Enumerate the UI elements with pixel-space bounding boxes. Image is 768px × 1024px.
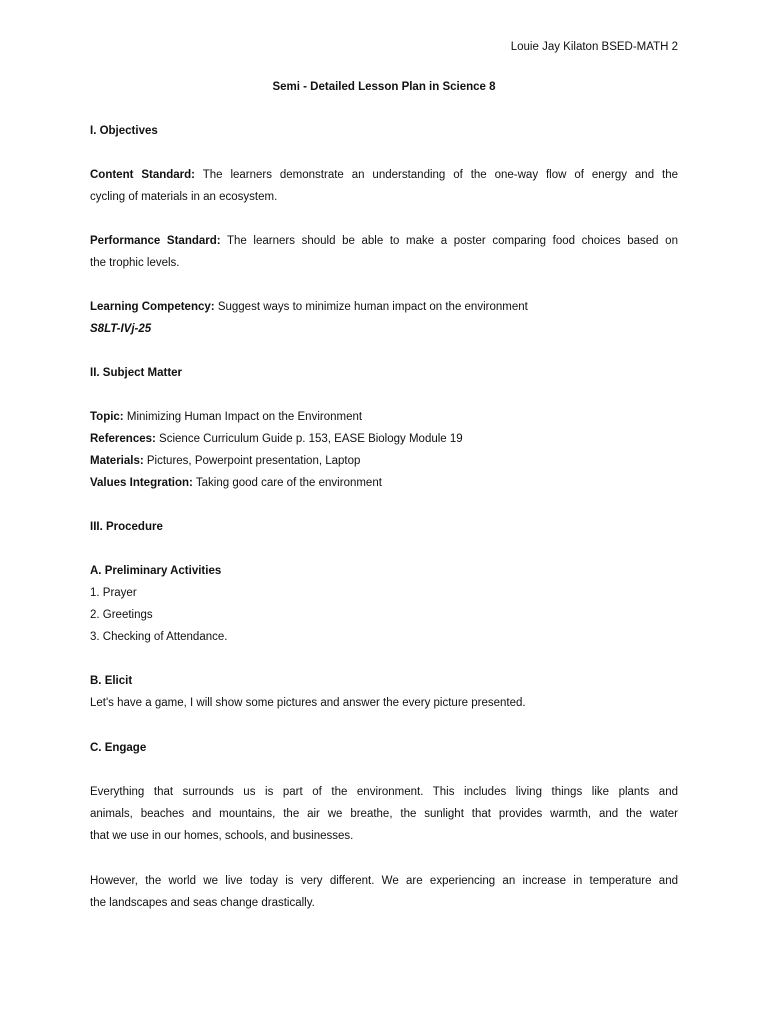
content-standard-label: Content Standard:: [90, 169, 196, 181]
preliminary-item-greetings: 2. Greetings: [90, 609, 153, 621]
values-integration-label: Values Integration:: [90, 477, 193, 489]
references-label: References:: [90, 433, 156, 445]
references-text: Science Curriculum Guide p. 153, EASE Biology Module 19: [159, 433, 463, 445]
content-standard-text-1: The learners demonstrate an understanding of the one-way flow of energy and the: [202, 169, 678, 181]
content-standard-line-1: [90, 168, 678, 182]
elicit-heading: B. Elicit: [90, 675, 133, 687]
materials-line: [90, 454, 678, 468]
engage-paragraph-1-line-1: Everything that surrounds us is part of the environment. This includes living things like plants and: [90, 786, 678, 798]
materials-text: Pictures, Powerpoint presentation, Laptop: [146, 455, 361, 467]
author-line: Louie Jay Kilaton BSED-MATH 2: [510, 41, 678, 53]
learning-competency-label: Learning Competency:: [90, 301, 215, 313]
engage-paragraph-1-line-2: animals, beaches and mountains, the air we breathe, the sunlight that provides warmth, and the water: [90, 808, 678, 820]
elicit-text: Let's have a game, I will show some pictures and answer the every picture presented.: [90, 697, 526, 709]
values-integration-line: [90, 476, 678, 490]
performance-standard-text-1: The learners should be able to make a poster comparing food choices based on: [227, 235, 678, 247]
objectives-heading: I. Objectives: [90, 125, 158, 137]
materials-label: Materials:: [90, 455, 144, 467]
values-integration-text: Taking good care of the environment: [195, 477, 382, 489]
document-title: Semi - Detailed Lesson Plan in Science 8: [272, 81, 496, 93]
engage-paragraph-2-line-2: the landscapes and seas change drastically.: [90, 897, 315, 909]
engage-paragraph-1-line-3: that we use in our homes, schools, and businesses.: [90, 830, 354, 842]
engage-heading: C. Engage: [90, 742, 147, 754]
topic-text: Minimizing Human Impact on the Environment: [126, 411, 363, 423]
learning-competency-code: S8LT-IVj-25: [90, 323, 152, 335]
preliminary-activities-heading: A. Preliminary Activities: [90, 565, 222, 577]
content-standard-line-2: cycling of materials in an ecosystem.: [90, 191, 278, 203]
learning-competency-text: Suggest ways to minimize human impact on the environment: [217, 301, 528, 313]
references-line: [90, 432, 678, 446]
preliminary-item-attendance: 3. Checking of Attendance.: [90, 631, 228, 643]
topic-line: [90, 410, 678, 424]
procedure-heading: III. Procedure: [90, 521, 163, 533]
performance-standard-label: Performance Standard:: [90, 235, 221, 247]
performance-standard-line-1: [90, 234, 678, 248]
engage-paragraph-2-line-1: However, the world we live today is very different. We are experiencing an increase in temperature and: [90, 875, 678, 887]
subject-matter-heading: II. Subject Matter: [90, 367, 183, 379]
performance-standard-line-2: the trophic levels.: [90, 257, 180, 269]
learning-competency-line: [90, 300, 678, 314]
topic-label: Topic:: [90, 411, 124, 423]
preliminary-item-prayer: 1. Prayer: [90, 587, 137, 599]
